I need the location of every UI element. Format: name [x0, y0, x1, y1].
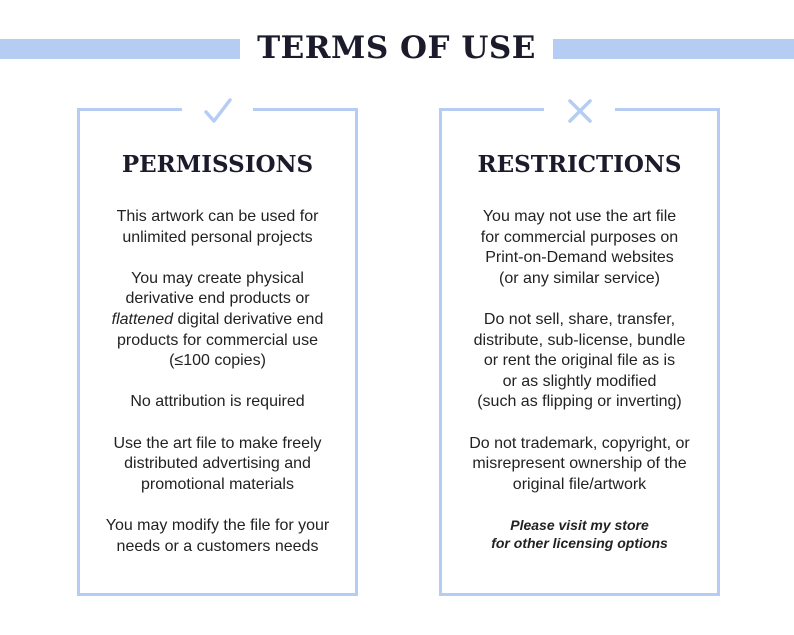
restriction-item-trademark: Do not trademark, copyright, or misrepresent ownership of the original file/artwork: [469, 434, 690, 493]
restriction-item-resale: Do not sell, share, transfer, distribute, sub-license, bundle or rent the original file as is or as slightly modified (such as flipping or inverting): [473, 310, 686, 411]
check-icon: [198, 93, 238, 129]
permission-item-advertising: Use the art file to make freely distributed advertising and promotional materials: [113, 434, 322, 493]
permission-item-derivative-part2: digital derivative end products for commercial use (≤100 copies): [117, 310, 324, 370]
header-band-left: [0, 39, 240, 59]
permissions-panel-top-right: [253, 108, 358, 111]
permissions-panel-top-left: [77, 108, 182, 111]
permission-item-personal: This artwork can be used for unlimited personal projects: [116, 208, 319, 246]
restriction-item-pod: You may not use the art file for commercial purposes on Print-on-Demand websites (or any similar service): [480, 208, 679, 287]
store-note: Please visit my store for other licensing options: [491, 516, 668, 551]
header-band-right: [553, 39, 794, 59]
permission-item-derivative: [77, 269, 358, 372]
permission-item-modify: You may modify the file for your needs or a customers needs: [105, 516, 330, 555]
permission-item-derivative-emphasis: flattened: [111, 310, 174, 328]
restrictions-panel-top-left: [439, 108, 544, 111]
permission-item-derivative-part1: You may create physical derivative end products or: [125, 269, 310, 308]
x-icon: [560, 93, 600, 129]
restrictions-panel-top-right: [615, 108, 720, 111]
permission-item-attribution: No attribution is required: [130, 393, 305, 411]
restrictions-list: [439, 207, 720, 573]
permissions-heading: PERMISSIONS: [121, 151, 314, 178]
permissions-list: [77, 207, 358, 578]
page-title: TERMS OF USE: [257, 30, 536, 66]
restrictions-heading: RESTRICTIONS: [477, 151, 682, 178]
